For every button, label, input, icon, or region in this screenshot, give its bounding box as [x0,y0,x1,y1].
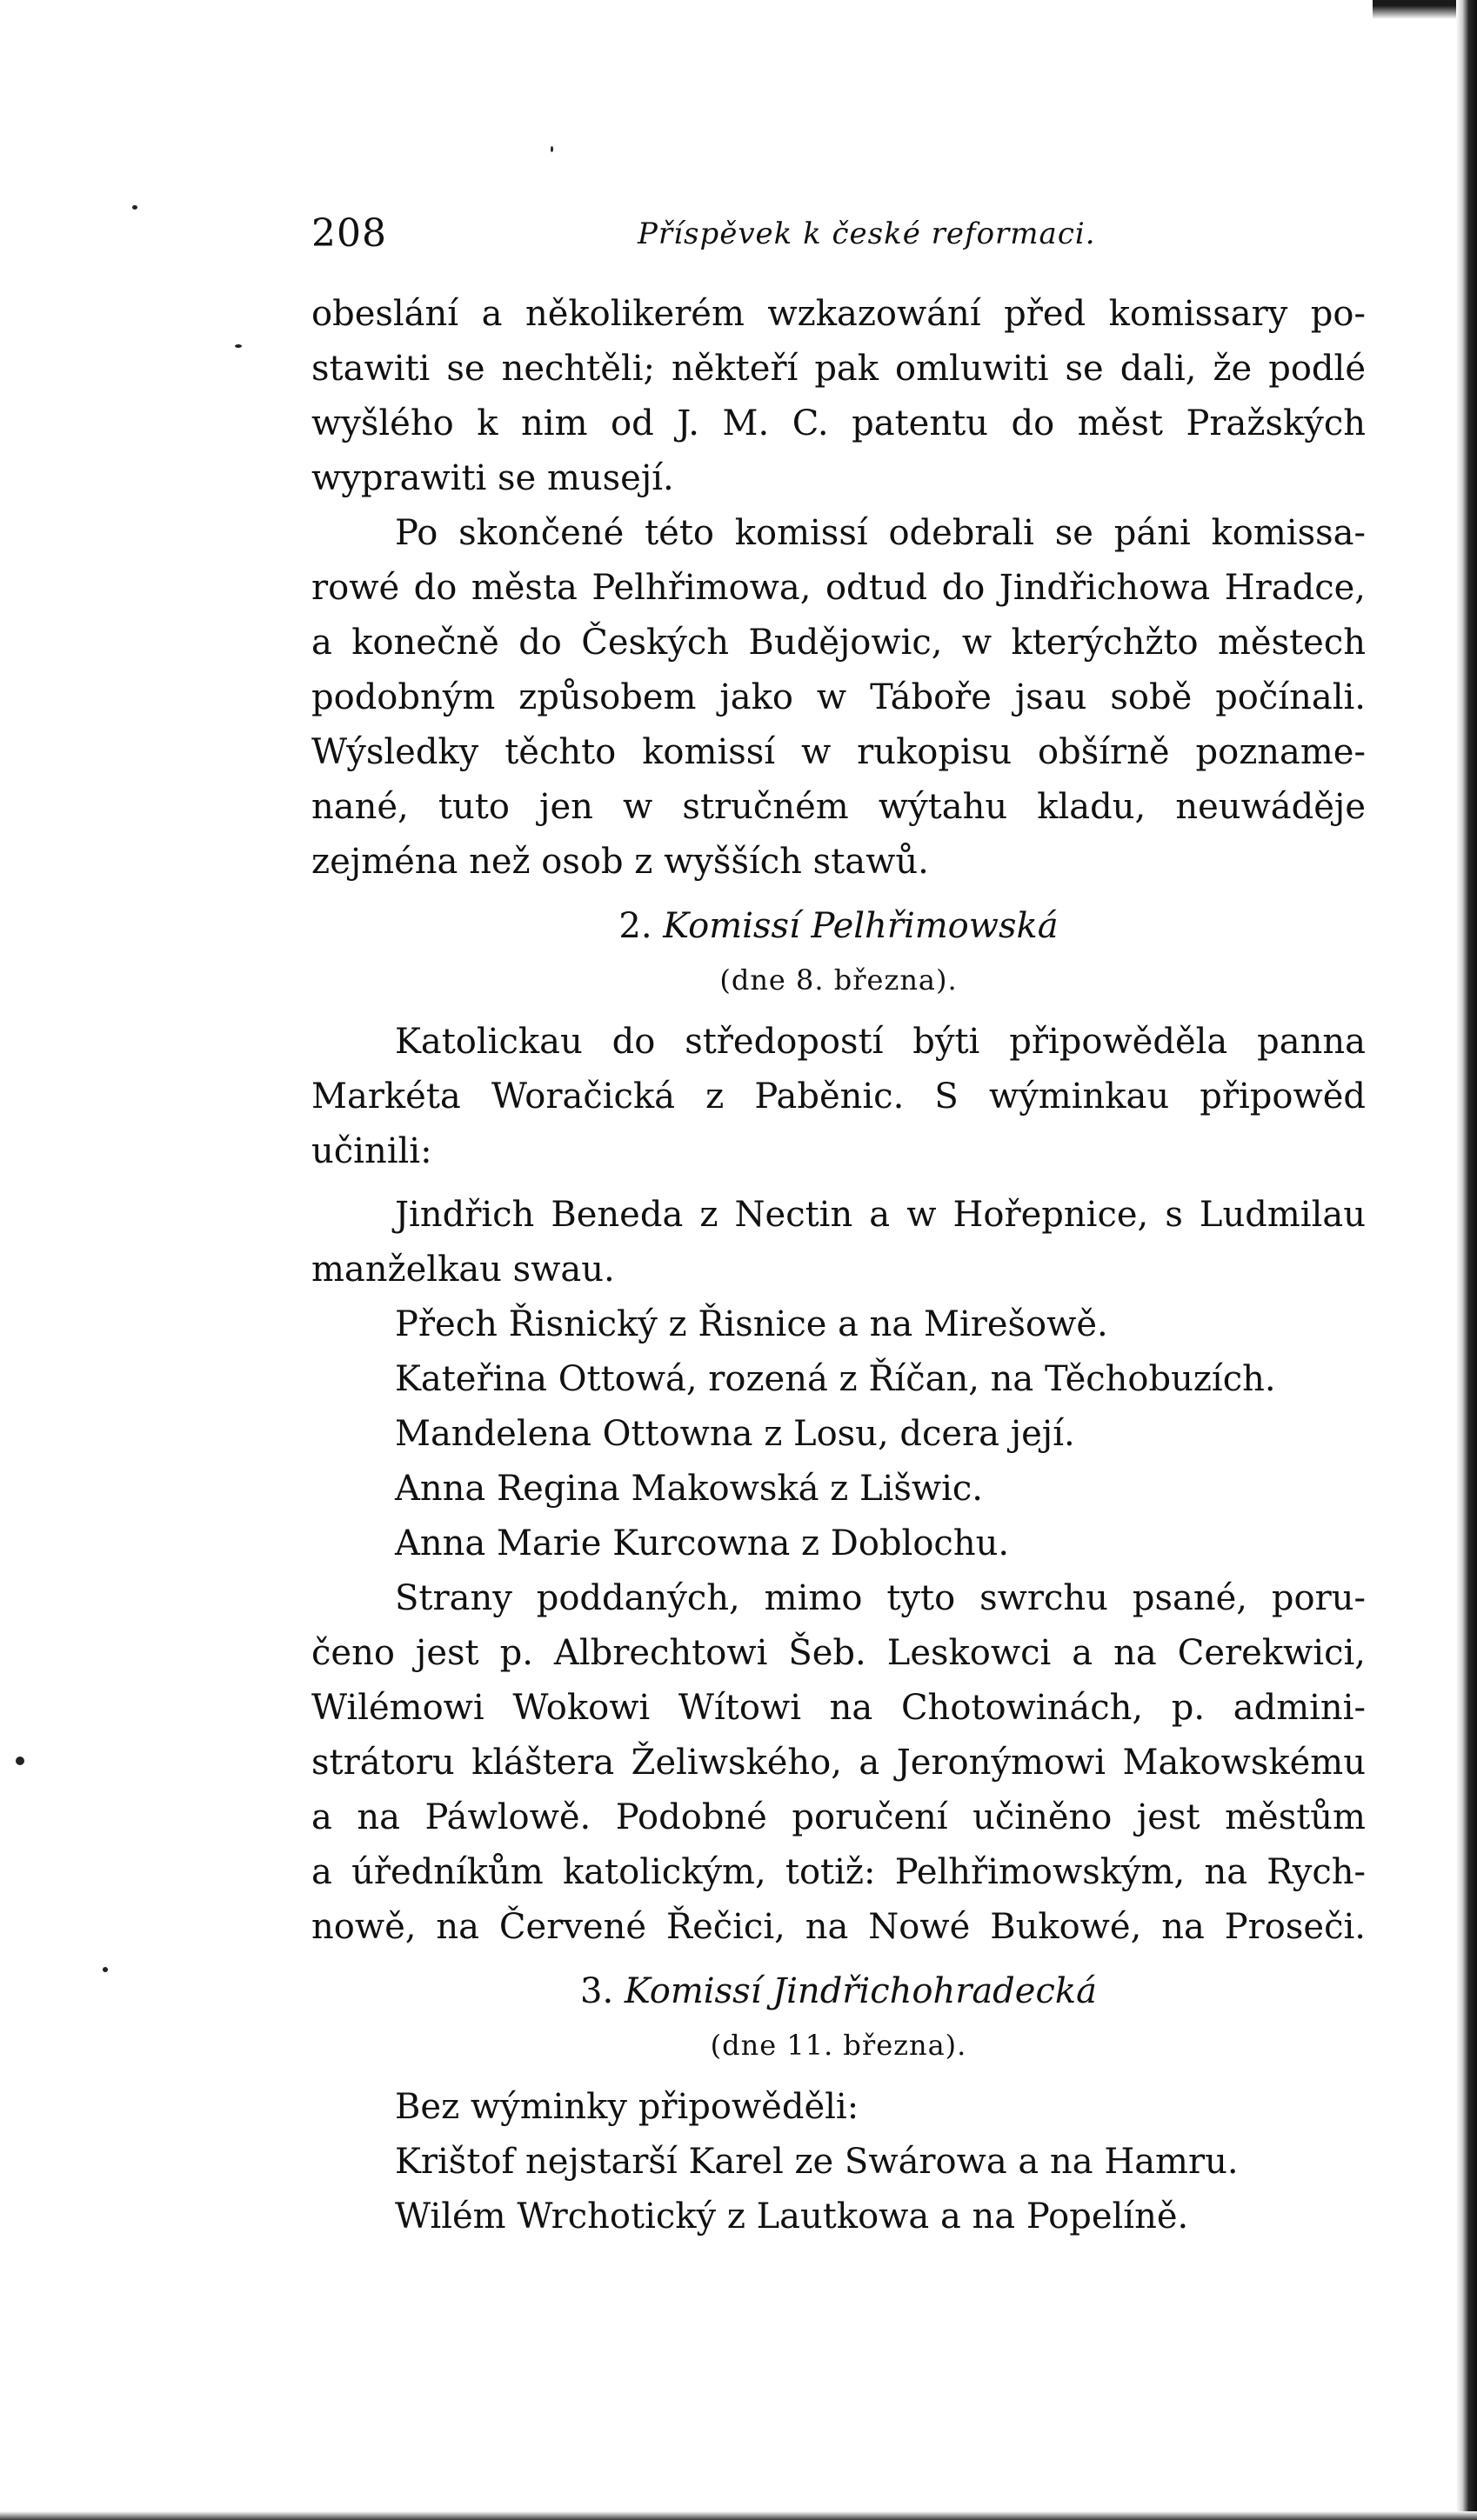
text-line: nané, tuto jen w stručném wýtahu kladu, neuwáděje [311,787,1366,827]
running-title: Příspěvek k české reformaci. [638,217,1096,251]
text-line: manželkau swau. [311,1250,615,1290]
section-number: 2. [618,906,652,946]
text-line: podobným způsobem jako w Táboře jsau sobě počínali. [311,677,1366,717]
person-entry: Mandelena Ottowna z Losu, dcera její. [395,1414,1075,1454]
person-entry: Přech Řisnický z Řisnice a na Mirešowě. [395,1304,1108,1344]
scan-speck [551,146,553,152]
text-line: a úředníkům katolickým, totiž: Pelhřimowským, na Rych- [311,1852,1366,1892]
text-line: Strany poddaných, mimo tyto swrchu psané, poru- [395,1578,1366,1618]
page-header [311,204,1355,265]
person-entry: Anna Marie Kurcowna z Doblochu. [395,1523,1010,1563]
page-body [311,287,1366,2244]
person-entry: Wilém Wrchotický z Lautkowa a na Popelíně. [395,2197,1189,2237]
text-line: a na Páwlowě. Podobné poručení učiněno jest městům [311,1797,1366,1837]
text-line: čeno jest p. Albrechtowi Šeb. Leskowci a na Cerekwici, [311,1633,1366,1673]
text-line: Wýsledky těchto komissí w rukopisu obšírně poznamе- [311,732,1366,772]
section-intro: Bez wýminky připowěděli: [395,2087,859,2127]
page-number: 208 [311,211,387,256]
section-heading [311,898,1366,954]
scan-speck [16,1757,24,1765]
section-number: 3. [580,1971,614,2011]
paragraph-commission-summary [311,506,1366,890]
text-line: a konečně do Českých Budějowic, w kterýchžto městech [311,623,1366,663]
scan-speck [235,344,242,348]
section-heading [311,1963,1366,2019]
person-entry: Anna Regina Makowská z Lišwic. [395,1469,983,1509]
text-line: obeslání a několikerém wzkazowání před komissary po- [311,294,1366,334]
paragraph-continuation [311,287,1366,506]
text-line: Jindřich Beneda z Nectin a w Hořepnice, s Ludmilau [395,1195,1366,1235]
text-line: rowé do města Pelhřimowa, odtud do Jindřichowa Hradce, [311,568,1366,608]
scan-speck [103,1967,108,1972]
scan-speck [132,205,137,210]
text-line: zejména než osob z wyšších stawů. [311,842,929,882]
text-line: stawiti se nechtěli; někteří pak omluwiti se dali, že podlé [311,349,1366,389]
text-line: Po skončené této komissí odebrali se páni komissa- [395,513,1366,553]
section-date: (dne 8. března). [719,963,958,997]
text-line: Katolickau do středopostí býti připowěděla panna [395,1022,1366,1062]
section-title: Komissí Pelhřimowská [663,906,1059,946]
section-date: (dne 11. března). [710,2029,967,2062]
paragraph-section-intro [311,1015,1366,1179]
text-line: strátoru kláštera Želiwského, a Jeronýmowi Makowskému [311,1743,1366,1783]
text-line: Wilémowi Wokowi Wítowi na Chotowinách, p. admini- [311,1688,1366,1728]
person-entry: Kateřina Ottowá, rozená z Říčan, na Těchobuzích. [395,1359,1276,1399]
person-entry: Krištof nejstarší Karel ze Swárowa a na Hamru. [395,2142,1239,2182]
text-line: nowě, na Červené Řečici, na Nowé Bukowé, na Proseči. [311,1907,1366,1947]
scan-edge-bottom [0,2511,1477,2520]
paragraph-subjects [311,1571,1366,1955]
person-entry [311,1188,1366,1297]
scan-edge-right [1456,0,1477,2520]
text-line: Markéta Woračická z Paběnic. S wýminkau připowěd [311,1077,1366,1117]
text-line: učinili: [311,1131,432,1171]
text-line: wyšlého k nim od J. M. C. patentu do měst Pražských [311,403,1366,443]
text-line: wyprawiti se musejí. [311,458,674,498]
section-title: Komissí Jindřichohradecká [624,1971,1097,2011]
